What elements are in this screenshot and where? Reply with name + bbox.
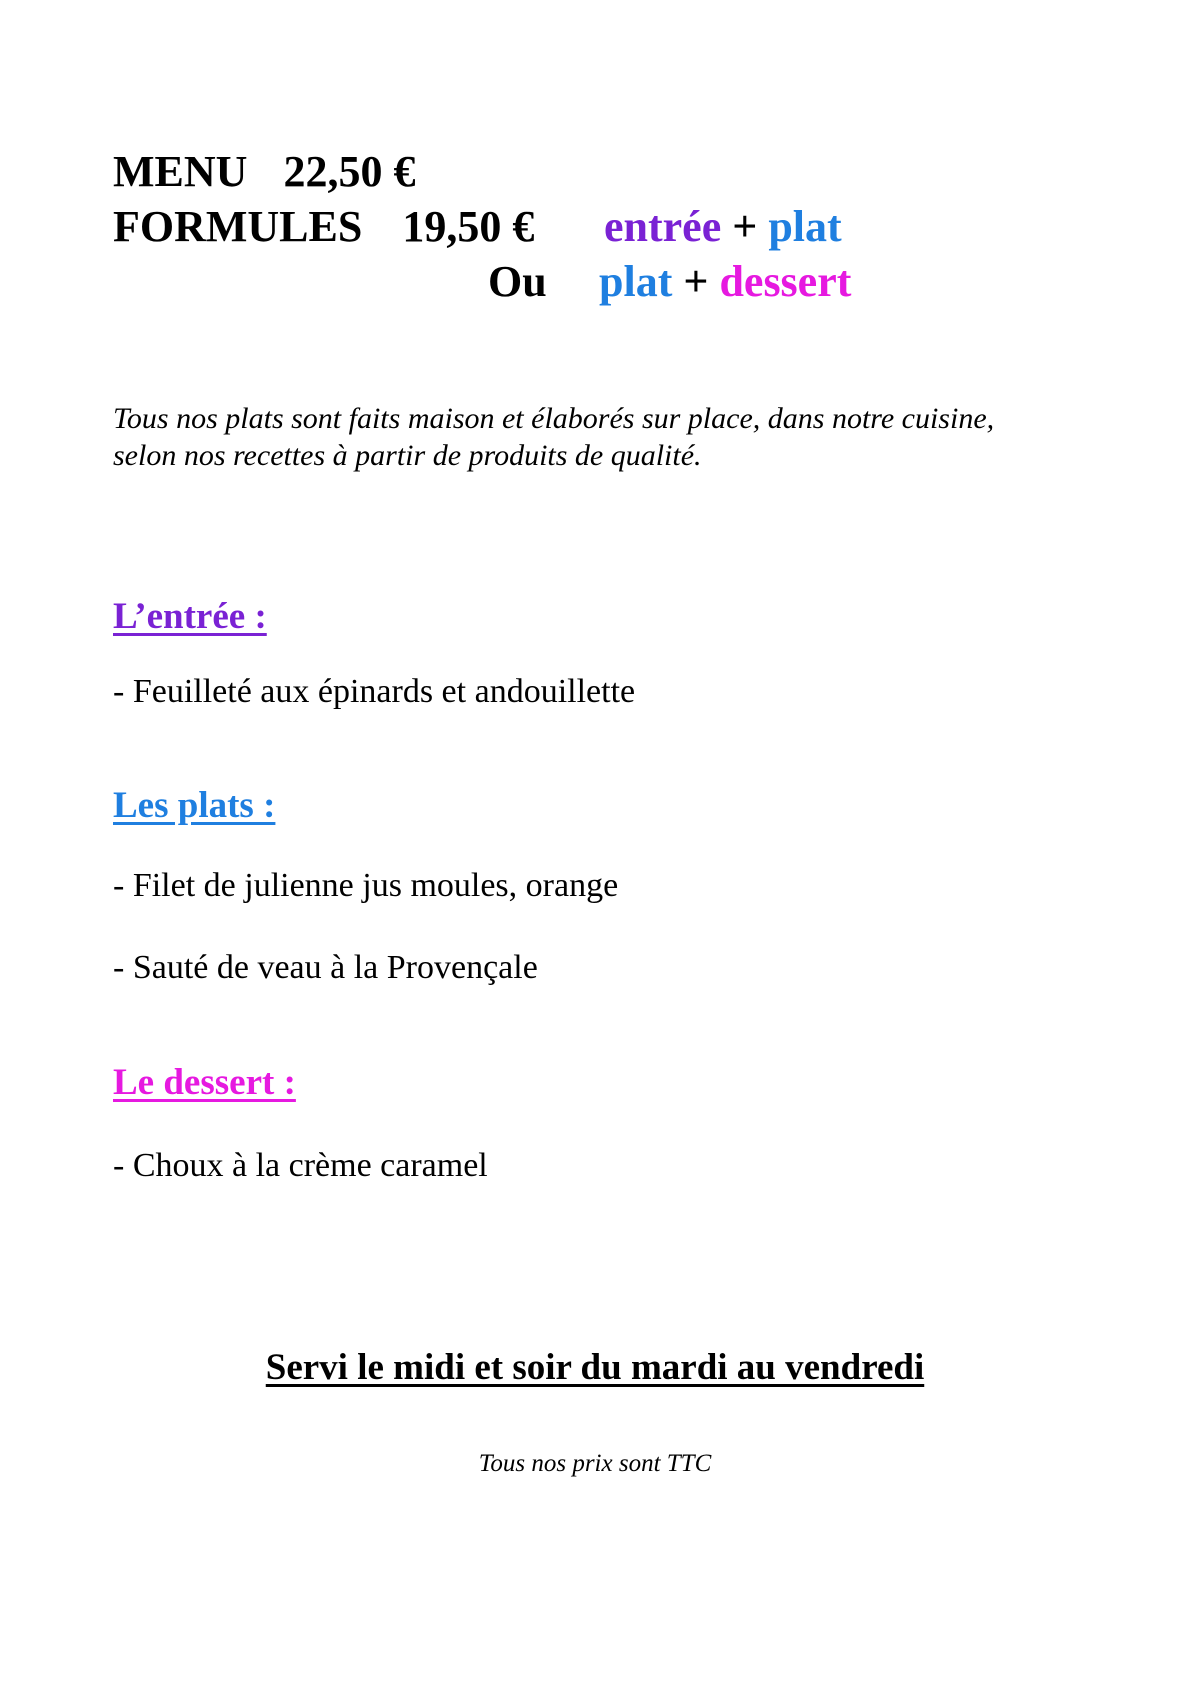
formule-option-2 — [599, 257, 852, 306]
option1-plus: + — [732, 202, 758, 251]
plats-title: Les plats : — [113, 785, 276, 826]
dessert-item: - Choux à la crème caramel — [113, 1147, 488, 1184]
formules-label: FORMULES — [113, 202, 363, 251]
service-hours: Servi le midi et soir du mardi au vendredi — [265, 1347, 925, 1388]
intro-line-2: selon nos recettes à partir de produits de qualité. — [113, 439, 702, 472]
dessert-title: Le dessert : — [113, 1062, 296, 1103]
menu-price-line — [113, 147, 416, 196]
plat-item: - Sauté de veau à la Provençale — [113, 949, 538, 986]
plat-item: - Filet de julienne jus moules, orange — [113, 867, 619, 904]
option2-dessert: dessert — [719, 257, 852, 306]
or-label: Ou — [488, 257, 547, 306]
formules-line — [113, 202, 535, 251]
entree-item: - Feuilleté aux épinards et andouillette — [113, 673, 636, 710]
option1-entree: entrée — [604, 202, 722, 251]
entree-title: L’entrée : — [113, 596, 267, 637]
option2-plat: plat — [599, 257, 673, 306]
menu-label: MENU — [113, 147, 248, 196]
option1-plat: plat — [768, 202, 842, 251]
formules-price: 19,50 € — [402, 202, 535, 251]
tax-footnote: Tous nos prix sont TTC — [478, 1450, 712, 1477]
formule-option-1 — [604, 202, 842, 251]
menu-price: 22,50 € — [283, 147, 416, 196]
option2-plus: + — [683, 257, 709, 306]
intro-line-1: Tous nos plats sont faits maison et élaborés sur place, dans notre cuisine, — [113, 402, 995, 435]
